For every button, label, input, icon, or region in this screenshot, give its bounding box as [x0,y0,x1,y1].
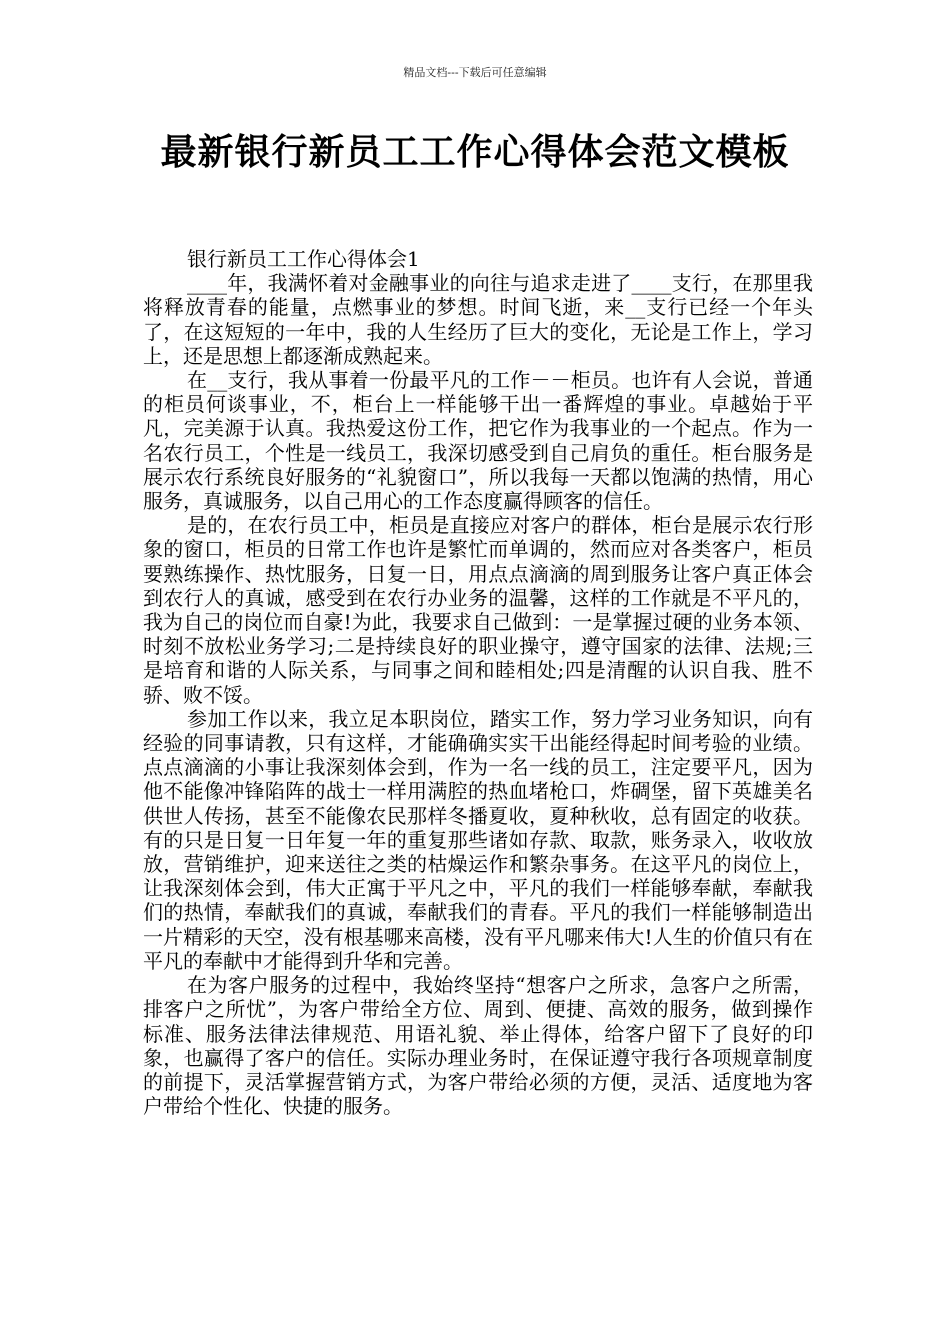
body-paragraph: 参加工作以来，我立足本职岗位，踏实工作，努力学习业务知识，向有经验的同事请教，只有这样，才能确确实实干出能经得起时间考验的业绩。点点滴滴的小事让我深刻体会到，作为一名一线的员工，注定要平凡，因为他不能像冲锋陷阵的战士一样用满腔的热血堵枪口，炸碉堡，留下英雄美名供世人传扬，甚至不能像农民那样冬播夏收，夏种秋收，总有固定的收获。有的只是日复一日年复一年的重复那些诸如存款、取款，账务录入，收收放放，营销维护，迎来送往之类的枯燥运作和繁杂事务。在这平凡的岗位上，让我深刻体会到，伟大正寓于平凡之中，平凡的我们一样能够奉献，奉献我们的热情，奉献我们的真诚，奉献我们的青春。平凡的我们一样能够制造出一片精彩的天空，没有根基哪来高楼，没有平凡哪来伟大!人生的价值只有在平凡的奉献中才能得到升华和完善。 [143,706,813,973]
body-paragraph: 在为客户服务的过程中，我始终坚持“想客户之所求，急客户之所需，排客户之所忧”，为客户带给全方位、周到、便捷、高效的服务，做到操作标准、服务法律法律规范、用语礼貌、举止得体，给客户留下了良好的印象，也赢得了客户的信任。实际办理业务时，在保证遵守我行各项规章制度的前提下，灵活掌握营销方式，为客户带给必须的方便，灵活、适度地为客户带给个性化、快捷的服务。 [143,973,813,1119]
section-subtitle: 银行新员工工作心得体会1 [187,247,420,271]
body-paragraph: ____年，我满怀着对金融事业的向往与追求走进了____支行，在那里我将释放青春的能量，点燃事业的梦想。时间飞逝，来__支行已经一个年头了，在这短短的一年中，我的人生经历了巨大的变化，无论是工作上，学习上，还是思想上都逐渐成熟起来。 [143,271,813,368]
document-title: 最新银行新员工工作心得体会范文模板 [160,131,790,173]
document-body [143,247,813,1118]
body-paragraph: 是的，在农行员工中，柜员是直接应对客户的群体，柜台是展示农行形象的窗口，柜员的日常工作也许是繁忙而单调的，然而应对各类客户，柜员要熟练操作、热忱服务，日复一日，用点点滴滴的周到服务让客户真正体会到农行人的真诚，感受到在农行办业务的温馨，这样的工作就是不平凡的，我为自己的岗位而自豪!为此，我要求自己做到：一是掌握过硬的业务本领、时刻不放松业务学习;二是持续良好的职业操守，遵守国家的法律、法规;三是培育和谐的人际关系，与同事之间和睦相处;四是清醒的认识自我、胜不骄、败不馁。 [143,513,813,707]
header-note: 精品文档---下载后可任意编辑 [403,66,547,79]
body-paragraph: 在__支行，我从事着一份最平凡的工作－－柜员。也许有人会说，普通的柜员何谈事业，不，柜台上一样能够干出一番辉煌的事业。卓越始于平凡，完美源于认真。我热爱这份工作，把它作为我事业的一个起点。作为一名农行员工，个性是一线员工，我深切感受到自己肩负的重任。柜台服务是展示农行系统良好服务的“礼貌窗口”，所以我每一天都以饱满的热情，用心服务，真诚服务，以自己用心的工作态度赢得顾客的信任。 [143,368,813,514]
